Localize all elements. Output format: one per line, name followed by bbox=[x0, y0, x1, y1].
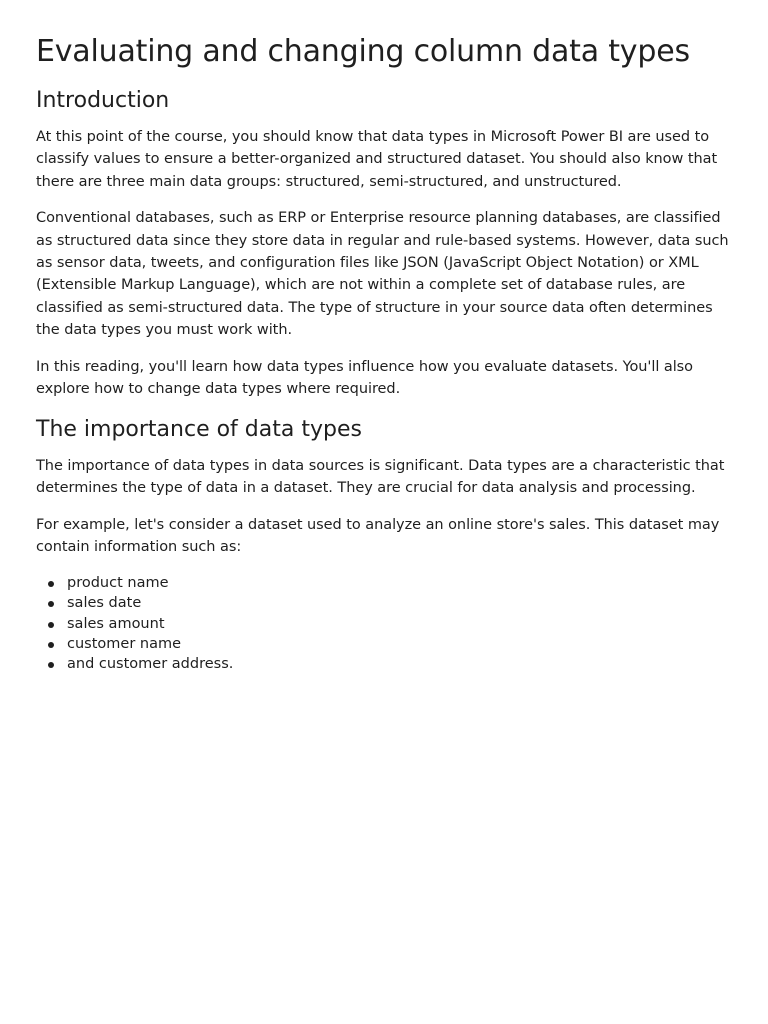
bullet-icon bbox=[48, 601, 54, 607]
reading-page bbox=[36, 30, 736, 674]
list-item bbox=[36, 593, 736, 613]
bullet-icon bbox=[48, 581, 54, 587]
list-item bbox=[36, 614, 736, 634]
section-introduction bbox=[36, 86, 736, 400]
list-item-text: customer name bbox=[67, 635, 182, 652]
list-item bbox=[36, 634, 736, 654]
list-item bbox=[36, 654, 736, 674]
importance-paragraph-1: The importance of data types in data sources is significant. Data types are a characteristic that determines the type of data in a dataset. They are crucial for data analysis and processing. bbox=[36, 457, 725, 497]
list-item-text: sales amount bbox=[67, 615, 165, 632]
intro-paragraph-1: At this point of the course, you should know that data types in Microsoft Power BI are used to classify values to ensure a better-organized and structured dataset. You should also know that there are three main data groups: structured, semi-structured, and unstructured. bbox=[36, 129, 718, 190]
section-heading-introduction: Introduction bbox=[36, 88, 170, 113]
section-heading-importance: The importance of data types bbox=[36, 416, 362, 442]
list-item-text: and customer address. bbox=[67, 656, 234, 673]
section-importance-of-data-types bbox=[36, 415, 736, 675]
intro-paragraph-3: In this reading, you'll learn how data types influence how you evaluate datasets. You'll also explore how to change data types where required. bbox=[36, 358, 693, 397]
dataset-fields-list bbox=[36, 573, 736, 674]
bullet-icon bbox=[48, 622, 54, 628]
list-item-text: sales date bbox=[67, 595, 142, 612]
list-item bbox=[36, 573, 736, 593]
bullet-icon bbox=[48, 662, 54, 668]
importance-paragraph-2: For example, let's consider a dataset used to analyze an online store's sales. This dataset may contain information such as: bbox=[36, 516, 720, 556]
list-item-text: product name bbox=[67, 574, 169, 591]
page-title: Evaluating and changing column data types bbox=[36, 34, 690, 69]
intro-paragraph-2: Conventional databases, such as ERP or Enterprise resource planning databases, are classified as structured data since they store data in regular and rule-based systems. However, data such as sensor data, tweets, and configuration files like JSON (JavaScript Object Notation) or XML (Extensible Markup Language), which are not within a complete set of database rules, are classified as semi-structured data. The type of structure in your source data often determines the data types you must work with. bbox=[36, 210, 729, 338]
bullet-icon bbox=[48, 642, 54, 648]
